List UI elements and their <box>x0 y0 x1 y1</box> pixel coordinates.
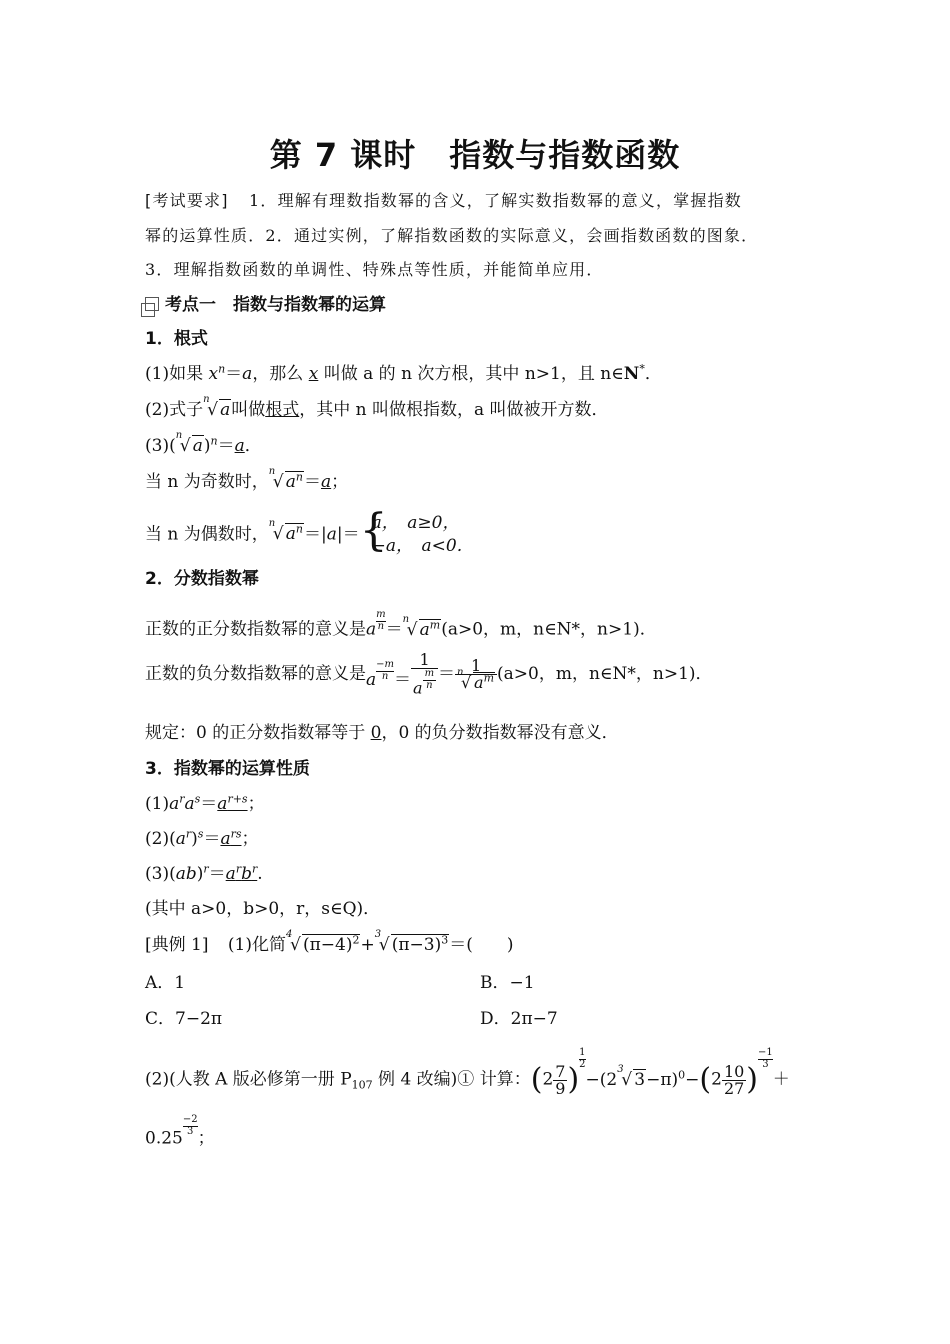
property-1: $(1)a^ra^s=a^{r+s}$； <box>145 792 265 814</box>
option-b: B．−1 <box>480 973 535 993</box>
answer-zero: 0 <box>370 723 382 743</box>
example-q2: (2)(人教 A 版必修第一册 $P_{107}$ 例 4 改编)① 计算：(2 $\frac{7}{9}$ ) $\frac{1}{2}-(2$ 3 √ 3−π)$^0$−(2 $\frac{10}{27}$ ) $\frac{-1}{3}+$ <box>145 1047 790 1098</box>
property-3: $(3)(ab)^r=a^rb^r$. <box>145 862 263 884</box>
example-q2-cont: 0.25 $\frac{-2}{3}$； <box>145 1114 215 1149</box>
answer-a: a <box>234 436 245 456</box>
radical-def-2: (2)式子 n √ a叫做根式，其中 n 叫做根指数，a 叫做被开方数． <box>145 394 609 420</box>
zero-rule: 规定：0 的正分数指数幂等于 0，0 的负分数指数幂没有意义． <box>145 723 619 743</box>
example-q1: [典例 1] (1)化简 4 √ $(\pi-4)^2+$ 3 √ $(\pi-3)^3=$( ) <box>145 929 514 955</box>
requirements-line-2: 幂的运算性质．2．通过实例，了解指数函数的实际意义，会画指数函数的图象． <box>145 226 759 245</box>
requirements-line-1: [考试要求] 1．理解有理数指数幂的含义，了解实数指数幂的意义，掌握指数 <box>145 191 742 210</box>
radical-def-3: (3)( n √ a)$^n$＝a． <box>145 430 262 456</box>
property-conditions: (其中 a>0，b>0，r，s∈Q)． <box>145 899 381 919</box>
answer-odd: a <box>321 472 332 492</box>
option-a: A．1 <box>145 973 186 993</box>
odd-case: 当 n 为奇数时， n √ $a^n=a$； <box>145 466 349 492</box>
requirements-line-3: 3．理解指数函数的单调性、特殊点等性质，并能简单应用． <box>145 260 604 279</box>
subheading-properties: 3．指数幂的运算性质 <box>145 759 310 779</box>
option-c: C．7−2π <box>145 1009 223 1029</box>
positive-fractional-def: 正数的正分数指数幂的意义是a $\frac{m}{n}=$ n √ $a^m(a>0$，m，n∈N*，n>1)． <box>145 609 657 640</box>
option-d: D．2π−7 <box>480 1009 558 1029</box>
even-case: 当 n 为偶数时， n √ $a^n=|a|=$ { a， a≥0， −a， a<0． <box>145 505 474 556</box>
example-tag: [典例 1] <box>145 935 209 955</box>
requirements-tag: [考试要求] <box>145 191 229 210</box>
answer-radical: 根式 <box>265 400 300 420</box>
page-title: 第 7 课时 指数与指数函数 <box>269 136 681 174</box>
section-box-icon <box>145 297 159 311</box>
negative-fractional-def: 正数的负分数指数幂的意义是a $\frac{-m}{n}=$ 1 a $\frac{m}{n}$ ＝ 1 n √ $a^m$ (a>0，m，n∈N*，n>1)． <box>145 650 713 698</box>
subheading-fractional: 2．分数指数幂 <box>145 569 259 589</box>
answer-x: x <box>308 364 319 384</box>
piecewise-brace: { a， a≥0， −a， a<0． <box>359 505 474 556</box>
radical-def-1: (1)如果 $x^n=a$，那么 x 叫做 a 的 n 次方根，其中 n>1，且 n∈N*． <box>145 362 662 384</box>
section-heading: 考点一 指数与指数幂的运算 <box>145 297 386 314</box>
property-2: $(2)(a^r)^s=a^{rs}$； <box>145 827 259 849</box>
subheading-radicals: 1．根式 <box>145 329 208 349</box>
